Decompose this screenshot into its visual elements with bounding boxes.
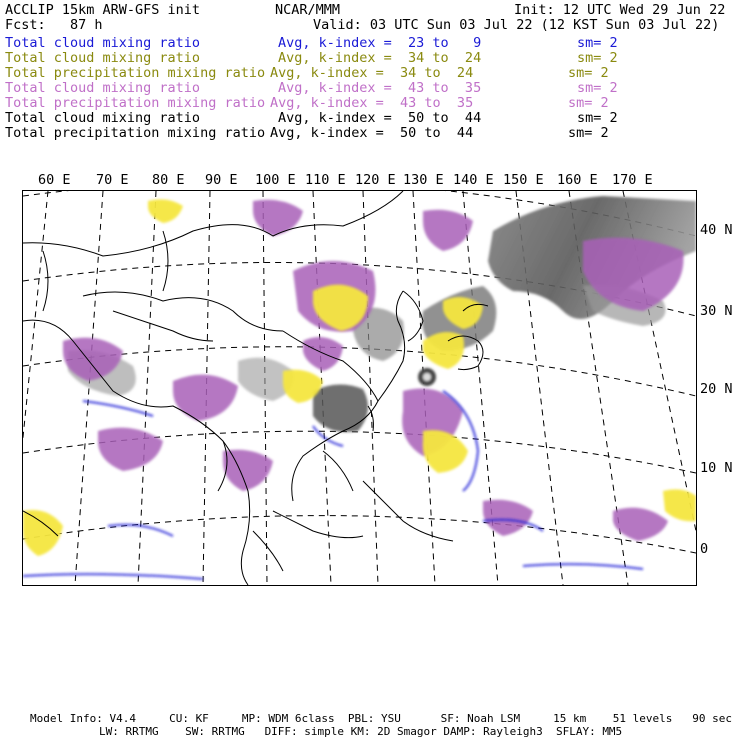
cloud-field-purple [63, 200, 684, 541]
cloud-field-gray [68, 196, 696, 432]
lat-label: 30 N [700, 303, 733, 319]
lat-label: 40 N [700, 222, 733, 238]
legend-avg: Avg, k-index = 50 to 44 [270, 125, 474, 141]
legend-avg: Avg, k-index = 23 to 9 [278, 35, 482, 51]
lon-label: 170 E [612, 172, 653, 188]
legend-sm: sm= 2 [577, 110, 618, 126]
legend-avg: Avg, k-index = 43 to 35 [270, 95, 474, 111]
lon-label: 150 E [503, 172, 544, 188]
lon-label: 100 E [255, 172, 296, 188]
model-info-line1: Model Info: V4.4 CU: KF MP: WDM 6class PBL: YSU SF: Noah LSM 15 km 51 levels 90 sec [30, 712, 732, 725]
run-title: ACCLIP 15km ARW-GFS init [5, 2, 201, 18]
lat-label: 0 [700, 541, 709, 557]
legend-sm: sm= 2 [577, 80, 618, 96]
lon-label: 70 E [96, 172, 129, 188]
lon-label: 90 E [205, 172, 238, 188]
legend-field: Total cloud mixing ratio [5, 110, 201, 126]
legend-field: Total cloud mixing ratio [5, 35, 201, 51]
legend-field: Total precipitation mixing ratio [5, 125, 266, 141]
lon-label: 60 E [38, 172, 71, 188]
legend-sm: sm= 2 [568, 125, 609, 141]
legend-sm: sm= 2 [568, 65, 609, 81]
legend-sm: sm= 2 [577, 35, 618, 51]
lon-label: 80 E [152, 172, 185, 188]
forecast-hour: Fcst: 87 h [5, 17, 103, 33]
institution-label: NCAR/MMM [275, 2, 341, 18]
legend-avg: Avg, k-index = 34 to 24 [270, 65, 474, 81]
lon-label: 130 E [403, 172, 444, 188]
legend-field: Total precipitation mixing ratio [5, 65, 266, 81]
lon-label: 140 E [453, 172, 494, 188]
legend-avg: Avg, k-index = 50 to 44 [278, 110, 482, 126]
legend-field: Total precipitation mixing ratio [5, 95, 266, 111]
model-info-line2: LW: RRTMG SW: RRTMG DIFF: simple KM: 2D Smagor DAMP: Rayleigh3 SFLAY: MM5 [99, 725, 623, 738]
valid-time: Valid: 03 UTC Sun 03 Jul 22 (12 KST Sun 03 Jul 22) [313, 17, 720, 33]
lat-label: 20 N [700, 381, 733, 397]
legend-sm: sm= 2 [568, 95, 609, 111]
legend-sm: sm= 2 [577, 50, 618, 66]
legend-field: Total cloud mixing ratio [5, 50, 201, 66]
legend-avg: Avg, k-index = 34 to 24 [278, 50, 482, 66]
lon-label: 120 E [355, 172, 396, 188]
map-canvas [23, 191, 696, 585]
lon-label: 160 E [557, 172, 598, 188]
lat-label: 10 N [700, 460, 733, 476]
legend-avg: Avg, k-index = 43 to 35 [278, 80, 482, 96]
init-time: Init: 12 UTC Wed 29 Jun 22 [514, 2, 726, 18]
legend-field: Total cloud mixing ratio [5, 80, 201, 96]
lon-label: 110 E [305, 172, 346, 188]
map-panel [22, 190, 697, 586]
